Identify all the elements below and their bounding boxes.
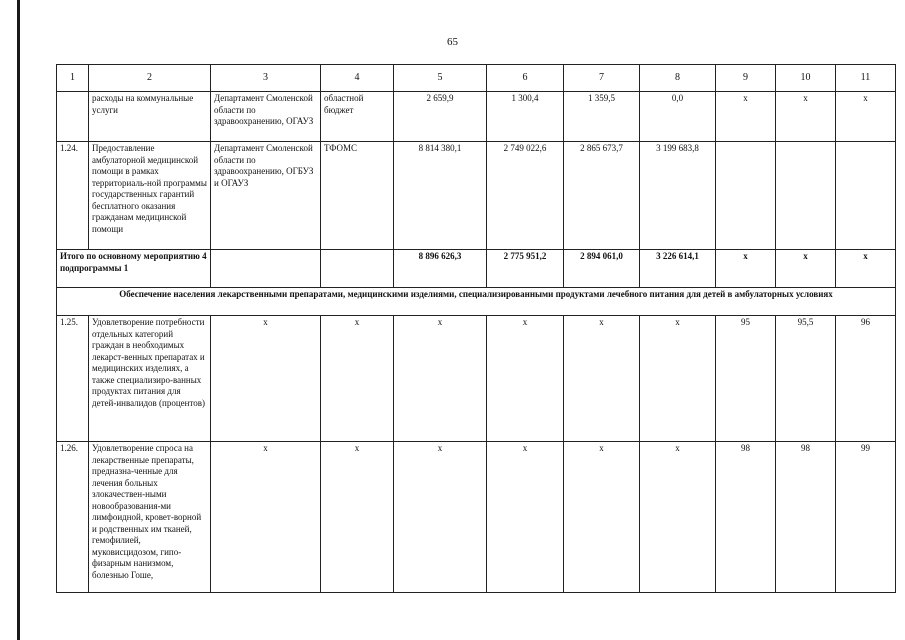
row-name: расходы на коммунальные услуги	[89, 92, 211, 142]
column-number-row	[57, 65, 896, 92]
row-name: Предоставление амбулаторной медицинской помощи в рамках территориаль-ной программы государственных гарантий бесплатного оказания гражданам медицинской помощи	[89, 142, 211, 250]
total-sum: 8 896 626,3	[394, 250, 487, 288]
row-indicator-1	[716, 142, 776, 250]
row-number: 1.26.	[57, 442, 89, 593]
column-header: 3	[211, 65, 321, 92]
total-year-2: 2 894 061,0	[564, 250, 640, 288]
row-indicator-3: х	[836, 92, 896, 142]
total-row	[57, 250, 896, 288]
program-table	[56, 64, 896, 593]
row-total: х	[394, 316, 487, 442]
row-year-2: 1 359,5	[564, 92, 640, 142]
row-indicator-3: 96	[836, 316, 896, 442]
row-total: 2 659,9	[394, 92, 487, 142]
table-row	[57, 316, 896, 442]
row-number: 1.25.	[57, 316, 89, 442]
row-executor: х	[211, 316, 321, 442]
row-indicator-2: 95,5	[776, 316, 836, 442]
table-row	[57, 442, 896, 593]
row-total: 8 814 380,1	[394, 142, 487, 250]
row-year-3: х	[640, 442, 716, 593]
row-funding-source: ТФОМС	[321, 142, 394, 250]
row-year-2: 2 865 673,7	[564, 142, 640, 250]
row-executor: Департамент Смоленской области по здравоохранению, ОГБУЗ и ОГАУЗ	[211, 142, 321, 250]
row-number: 1.24.	[57, 142, 89, 250]
row-year-3: 0,0	[640, 92, 716, 142]
row-executor: Департамент Смоленской области по здравоохранению, ОГАУЗ	[211, 92, 321, 142]
total-year-1: 2 775 951,2	[487, 250, 564, 288]
table-row	[57, 92, 896, 142]
row-year-3: 3 199 683,8	[640, 142, 716, 250]
page-number: 65	[447, 36, 458, 48]
row-indicator-2: х	[776, 92, 836, 142]
row-funding-source: х	[321, 442, 394, 593]
row-indicator-2	[776, 142, 836, 250]
row-year-3: х	[640, 316, 716, 442]
section-heading: Обеспечение населения лекарственными препаратами, медицинскими изделиями, специализированными продуктами лечебного питания для детей в амбулаторных условиях	[57, 288, 896, 316]
row-indicator-3: 99	[836, 442, 896, 593]
total-indicator-1: х	[716, 250, 776, 288]
table-row	[57, 142, 896, 250]
row-year-1: х	[487, 442, 564, 593]
row-year-1: 1 300,4	[487, 92, 564, 142]
column-header: 4	[321, 65, 394, 92]
row-total: х	[394, 442, 487, 593]
column-header: 2	[89, 65, 211, 92]
row-executor: х	[211, 442, 321, 593]
section-heading-row	[57, 288, 896, 316]
row-name: Удовлетворение спроса на лекарственные препараты, предназна-ченные для лечения больных злокачествен-ными новообразования-ми лимфоидной, кровет-ворной и родственных им тканей, гемофилией, муковисцидозом, гипо-физарным нанизмом, болезнью Гоше,	[89, 442, 211, 593]
total-empty-cell	[321, 250, 394, 288]
row-name: Удовлетворение потребности отдельных категорий граждан в необходимых лекарст-венных препаратах и медицинских изделиях, а также специализиро-ванных продуктах питания для детей-инвалидов (процентов)	[89, 316, 211, 442]
row-indicator-1: х	[716, 92, 776, 142]
column-header: 8	[640, 65, 716, 92]
row-year-1: 2 749 022,6	[487, 142, 564, 250]
total-label: Итого по основному мероприятию 4 подпрограммы 1	[57, 250, 211, 288]
row-number	[57, 92, 89, 142]
total-empty-cell	[211, 250, 321, 288]
row-indicator-3	[836, 142, 896, 250]
row-indicator-1: 98	[716, 442, 776, 593]
total-year-3: 3 226 614,1	[640, 250, 716, 288]
column-header: 7	[564, 65, 640, 92]
column-header: 9	[716, 65, 776, 92]
row-year-1: х	[487, 316, 564, 442]
left-margin-bar	[17, 0, 20, 640]
row-funding-source: областной бюджет	[321, 92, 394, 142]
column-header: 10	[776, 65, 836, 92]
column-header: 1	[57, 65, 89, 92]
column-header: 11	[836, 65, 896, 92]
column-header: 6	[487, 65, 564, 92]
column-header: 5	[394, 65, 487, 92]
row-year-2: х	[564, 442, 640, 593]
total-indicator-3: х	[836, 250, 896, 288]
total-indicator-2: х	[776, 250, 836, 288]
row-funding-source: х	[321, 316, 394, 442]
row-indicator-2: 98	[776, 442, 836, 593]
row-indicator-1: 95	[716, 316, 776, 442]
row-year-2: х	[564, 316, 640, 442]
